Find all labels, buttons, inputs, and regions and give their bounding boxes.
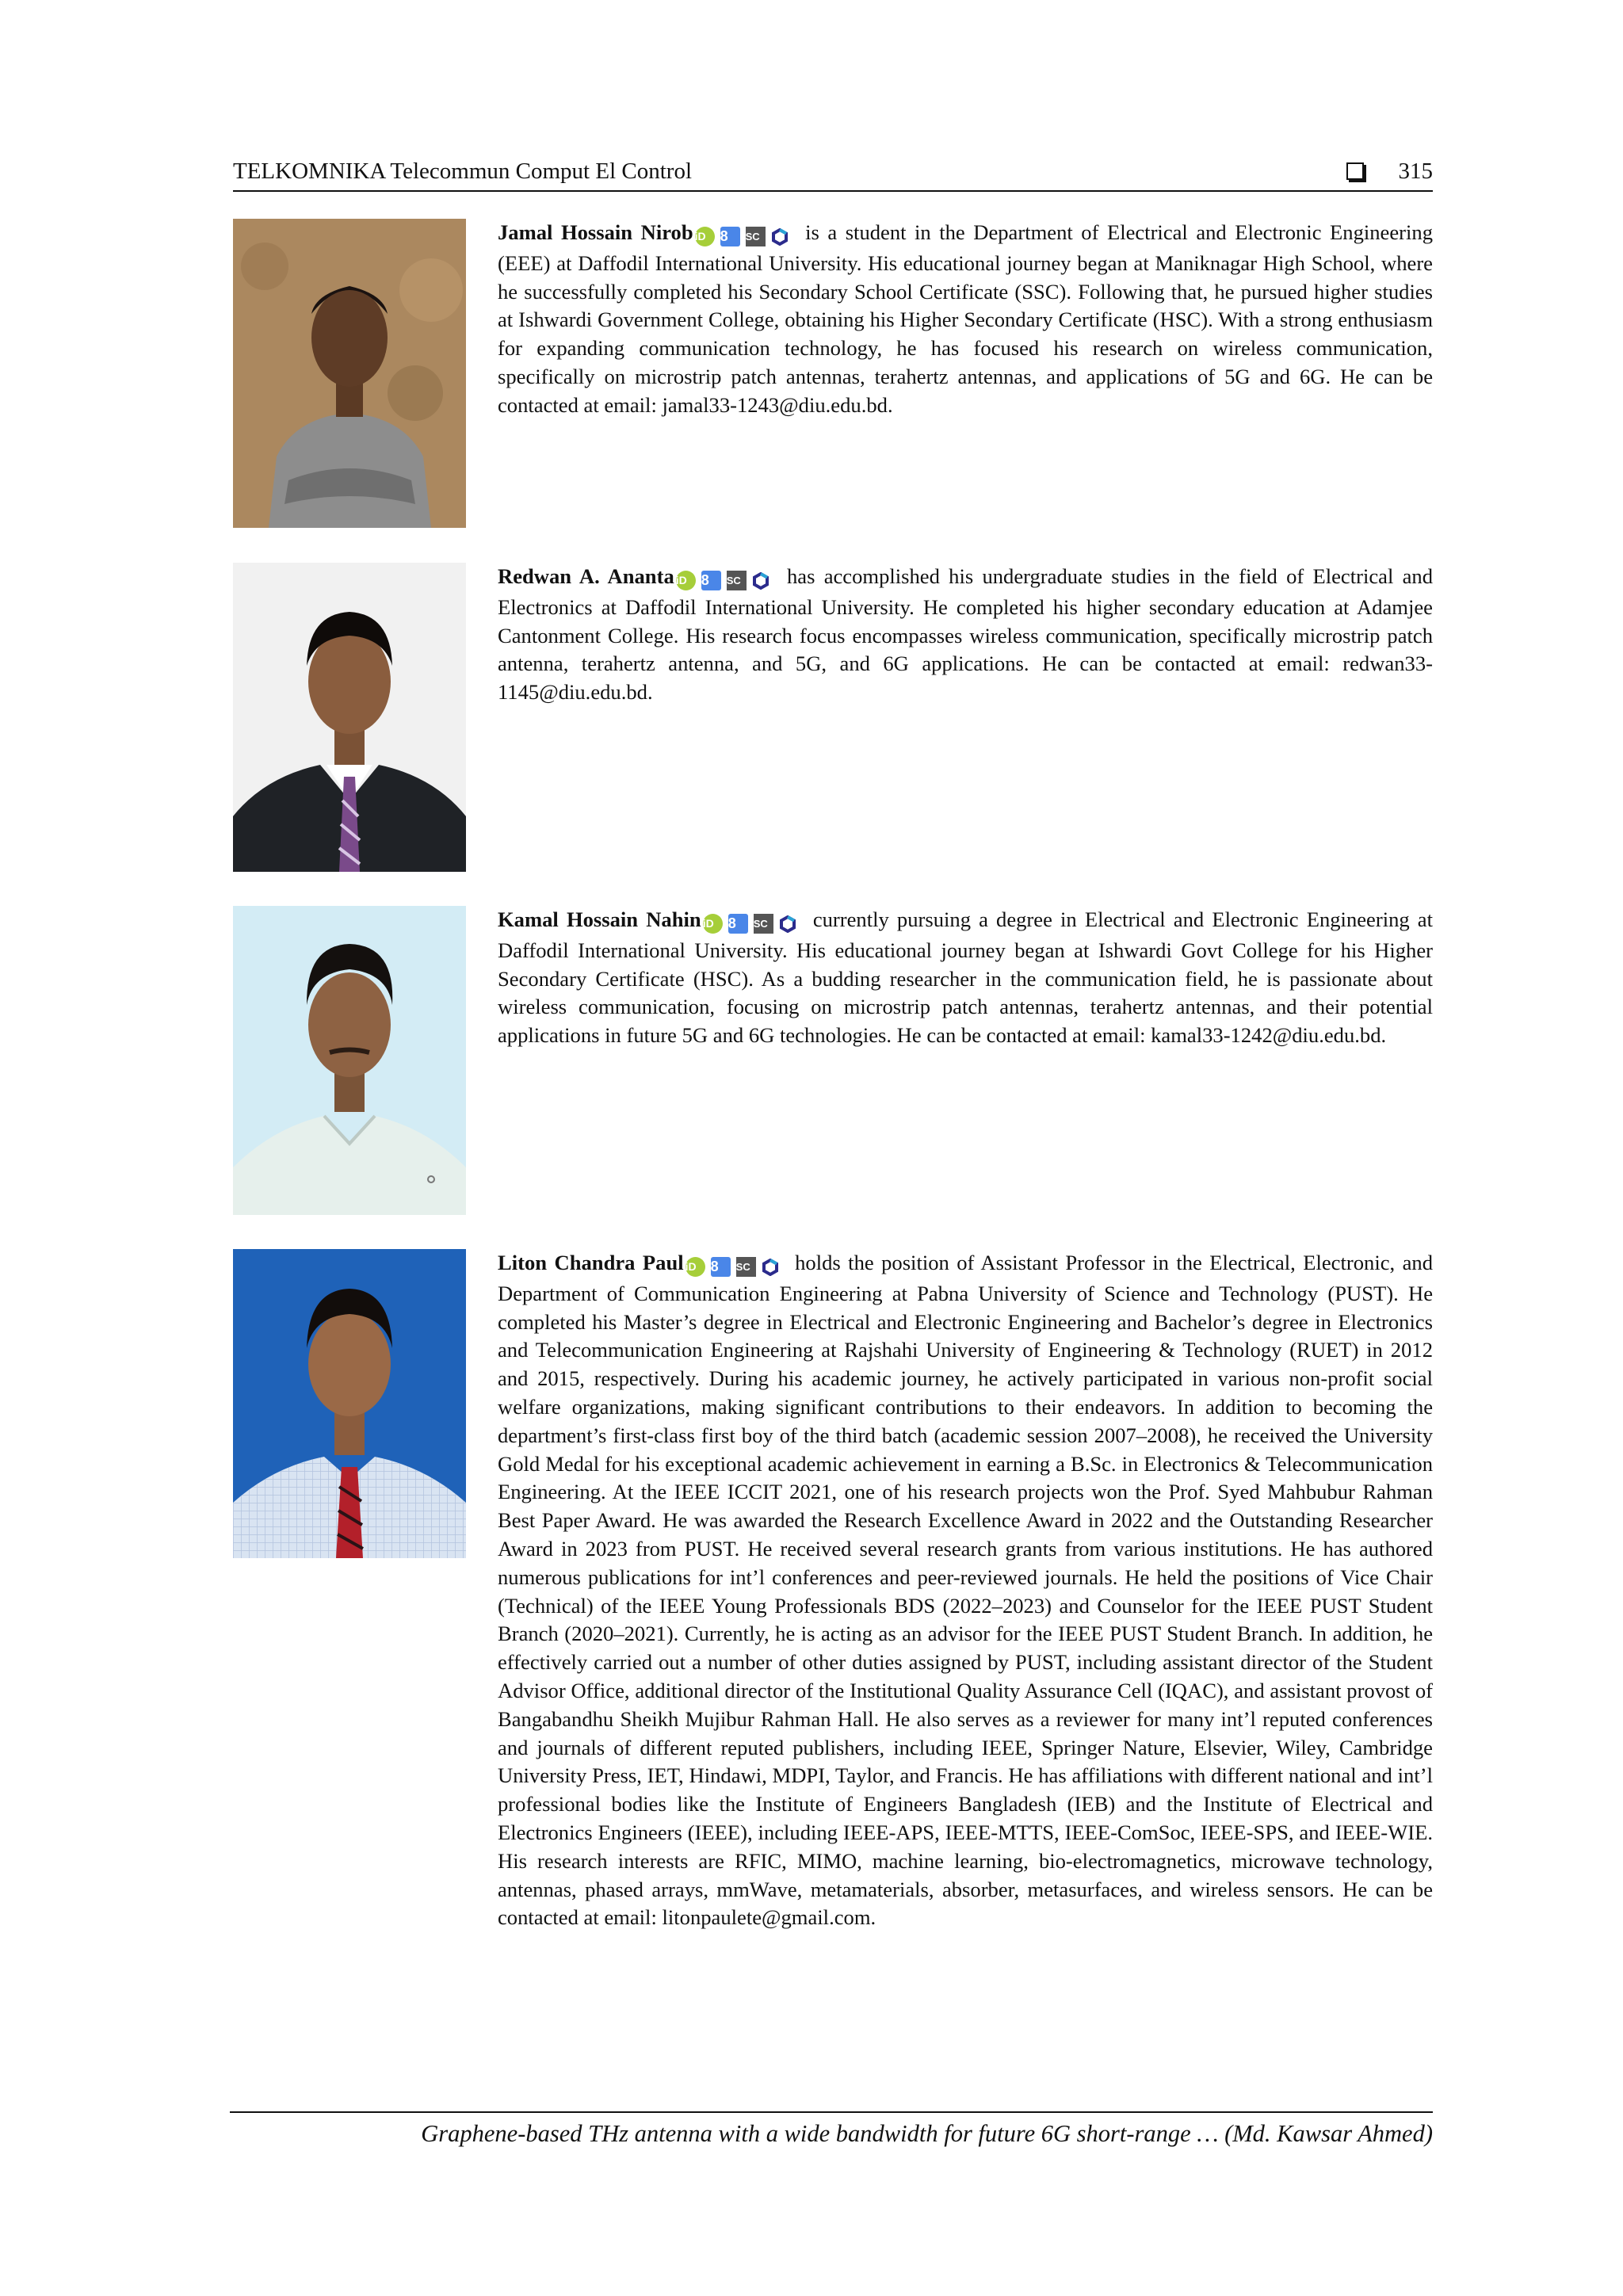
orcid-icon[interactable]: iD bbox=[685, 1257, 705, 1277]
author-profile-icons bbox=[676, 565, 775, 594]
publons-icon[interactable] bbox=[762, 1259, 779, 1276]
orcid-icon[interactable]: iD bbox=[695, 227, 715, 246]
scopus-icon[interactable]: SC bbox=[736, 1257, 756, 1277]
running-title: Graphene-based THz antenna with a wide bandwidth for future 6G short-range … (Md. Kawsar Ahmed) bbox=[421, 2120, 1433, 2147]
orcid-icon[interactable]: iD bbox=[703, 914, 723, 934]
header-right bbox=[1346, 155, 1434, 187]
publons-icon[interactable] bbox=[771, 228, 789, 246]
bio-text bbox=[498, 563, 1433, 707]
author-photo bbox=[233, 563, 466, 872]
author-photo-image bbox=[233, 1249, 466, 1558]
bio-description: is a student in the Department of Electrical and Electronic Engineering (EEE) at Daffodil International University. His educational journey began at Maniknagar High School, where he successfully completed his Secondary School Certificate (SSC). Following that, he pursued higher studies at Ishwardi Government College, obtaining his Higher Secondary Certificate (HSC). With a strong enthusiasm for expanding communication technology, he has focused his research on wireless communication, specifically on microstrip patch antennas, terahertz antennas, and applications of 5G and 6G. He can be contacted at email: jamal33-1243@diu.edu.bd. bbox=[498, 220, 1433, 417]
bio-text bbox=[498, 219, 1433, 420]
scopus-icon[interactable]: SC bbox=[746, 227, 766, 246]
page-number: 315 bbox=[1398, 159, 1433, 184]
bio-description: currently pursuing a degree in Electrical and Electronic Engineering at Daffodil International University. His educational journey began at Ishwardi Govt College for his Higher Secondary Certificate (HSC). As a budding researcher in the communication field, he is passionate about wireless communication, focusing on microstrip patch antennas, terahertz antennas, and their potential applications in future 5G and 6G technologies. He can be contacted at email: kamal33-1242@diu.edu.bd. bbox=[498, 907, 1433, 1048]
scopus-icon[interactable]: SC bbox=[754, 914, 773, 934]
orcid-icon[interactable]: iD bbox=[676, 571, 696, 590]
google-scholar-icon[interactable]: 8 bbox=[711, 1257, 731, 1277]
author-profile-icons bbox=[695, 221, 794, 250]
bio-description: holds the position of Assistant Professor in the Electrical, Electronic, and Department of Communication Engineering at Pabna University of Science and Technology (PUST). He completed his Master’s degree in Electrical and Electronic Engineering and Bachelor’s degree in Electronics and Telecommunication Engineering at Rajshahi University of Engineering & Technology (RUET) in 2012 and 2015, respectively. During his academic journey, he actively participated in various non-profit social welfare organizations, making significant contributions to their endeavors. In addition to becoming the department’s first-class first boy of the third batch (academic session 2007–2008), he received the University Gold Medal for his exceptional academic achievement in earning a B.Sc. in Electronics & Telecommunication Engineering. At the IEEE ICCIT 2021, one of his research projects won the Prof. Syed Mahbubur Rahman Best Paper Award. He was awarded the Research Excellence Award in 2022 and the Outstanding Researcher Award in 2023 from PUST. He received several research grants from various institutions. He has authored numerous publications for int’l conferences and peer-reviewed journals. He held the positions of Vice Chair (Technical) of the IEEE Young Professionals BDS (2022–2023) and Counselor for the IEEE PUST Student Branch (2020–2021). Currently, he is acting as an advisor for the IEEE PUST Student Branch. In addition, he effectively carried out a number of other duties assigned by PUST, including assistant director of the Student Advisor Office, additional director of the Institutional Quality Assurance Cell (IQAC), and assistant provost of Bangabandhu Sheikh Mujibur Rahman Hall. He also serves as a reviewer for many int’l reputed conferences and journals of different reputed publishers, including IEEE, Springer Nature, Elsevier, Wiley, Cambridge University Press, IET, Hindawi, MDPI, Taylor, and Francis. He has affiliations with different national and int’l professional bodies like the Institute of Engineers Bangladesh (IEB) and the Institute of Electrical and Electronics Engineers (IEEE), including IEEE-APS, IEEE-MTTS, IEEE-ComSoc, IEEE-SPS, and IEEE-WIE. His research interests are RFIC, MIMO, machine learning, bio-electromagnetics, microwave technology, antennas, phased arrays, mmWave, metamaterials, absorber, metasurfaces, and wireless sensors. He can be contacted at email: litonpaulete@gmail.com. bbox=[498, 1251, 1434, 1930]
author-photo bbox=[233, 1249, 466, 1558]
publons-icon[interactable] bbox=[752, 572, 769, 590]
square-bullet-icon bbox=[1346, 162, 1364, 180]
page-header bbox=[233, 155, 1433, 192]
author-name: Liton Chandra Paul bbox=[498, 1251, 684, 1274]
google-scholar-icon[interactable]: 8 bbox=[720, 227, 740, 246]
publons-icon[interactable] bbox=[779, 915, 796, 933]
author-photo-image bbox=[233, 563, 466, 872]
bio-text bbox=[498, 1249, 1433, 1932]
author-profile-icons bbox=[703, 908, 802, 937]
journal-title: TELKOMNIKA Telecommun Comput El Control bbox=[233, 159, 692, 184]
author-photo bbox=[233, 906, 466, 1215]
author-profile-icons bbox=[685, 1251, 785, 1280]
page-footer bbox=[230, 2111, 1433, 2154]
bio-text bbox=[498, 906, 1433, 1050]
author-name: Kamal Hossain Nahin bbox=[498, 907, 701, 931]
author-photo-image bbox=[233, 219, 466, 528]
bio-description: has accomplished his undergraduate studies in the field of Electrical and Electronics at Daffodil International University. He completed his higher secondary education at Adamjee Cantonment College. His research focus encompasses wireless communication, specifically microstrip patch antenna, terahertz antenna, and 5G, and 6G applications. He can be contacted at email: redwan33-1145@diu.edu.bd. bbox=[498, 564, 1433, 705]
scopus-icon[interactable]: SC bbox=[727, 571, 747, 590]
google-scholar-icon[interactable]: 8 bbox=[728, 914, 748, 934]
google-scholar-icon[interactable]: 8 bbox=[701, 571, 721, 590]
author-photo-image bbox=[233, 906, 466, 1215]
author-name: Jamal Hossain Nirob bbox=[498, 220, 693, 244]
author-photo bbox=[233, 219, 466, 528]
author-name: Redwan A. Ananta bbox=[498, 564, 674, 588]
